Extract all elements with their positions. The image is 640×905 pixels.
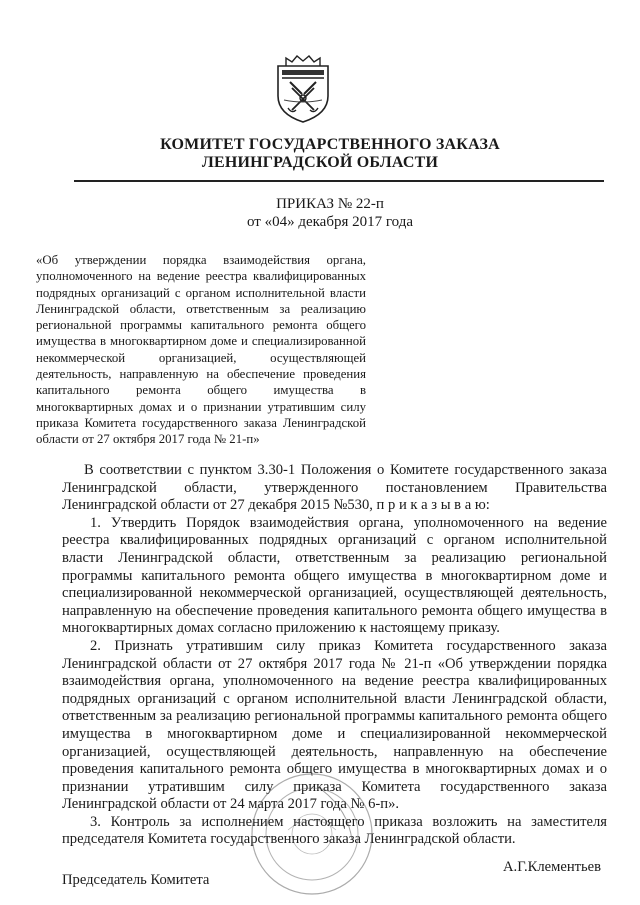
order-date: от «04» декабря 2017 года (246, 214, 414, 230)
preamble-paragraph: В соответствии с пунктом 3.30-1 Положения о Комитете государственного заказа Ленинградской области, утвержденного постановлением Правительства Ленинградской области от 27 декабря 2015 №530, п р и к а з ы в а ю: (62, 462, 607, 514)
item-1-paragraph: 1. Утвердить Порядок взаимодействия органа, уполномоченного на ведение реестра квалифицированных подрядных организаций с органом исполнительной власти Ленинградской области, ответственным за реализацию региональной программы капитального ремонта общего имущества в многоквартирном доме и специализированной некоммерческой организацией, осуществляющей деятельность, направленную на обеспечение проведения капитального ремонта общего имущества в многоквартирных домах согласно приложению к настоящему приказу. (62, 514, 607, 637)
order-title: ПРИКАЗ № 22-п (276, 196, 384, 212)
organization-name-line1: КОМИТЕТ ГОСУДАРСТВЕННОГО ЗАКАЗА (160, 136, 500, 153)
header-divider (74, 180, 604, 182)
order-subject: «Об утверждении порядка взаимодействия органа, уполномоченного на ведение реестра квалифицированных подрядных организаций с органом исполнительной власти Ленинградской области, ответственным за реализацию региональной программы капитального ремонта общего имущества в многоквартирном доме и специализированной некоммерческой организацией, осуществляющей деятельность, направленную на обеспечение проведения капитального ремонта общего имущества в многоквартирных домах и о признании утратившим силу приказа Комитета государственного заказа Ленинградской области от 27 октября 2017 года № 21-п» (36, 253, 366, 447)
signer-title: Председатель Комитета (62, 872, 210, 888)
official-seal-icon (248, 770, 376, 898)
item-2-paragraph: 2. Признать утратившим силу приказ Комитета государственного заказа Ленинградской области от 27 октября 2017 года № 21-п «Об утверждении порядка взаимодействия органа, уполномоченного на ведение реестра квалифицированных подрядных организаций с органом исполнительной власти Ленинградской области, ответственным за реализацию региональной программы капитального ремонта общего имущества в многоквартирном доме и специализированной некоммерческой организацией, осуществляющей деятельность, направленную на обеспечение проведения капитального ремонта общего имущества в многоквартирных домах и о признании утратившим силу приказа Комитета государственного заказа Ленинградской области от 24 марта 2017 года № 6-п». (62, 637, 607, 813)
coat-of-arms-icon (272, 52, 334, 124)
item-3-paragraph: 3. Контроль за исполнением настоящего приказа возложить на заместителя председателя Комитета государственного заказа Ленинградской области. (62, 813, 607, 848)
signer-name: А.Г.Клементьев (503, 859, 602, 875)
organization-name-line2: ЛЕНИНГРАДСКОЙ ОБЛАСТИ (201, 154, 439, 171)
